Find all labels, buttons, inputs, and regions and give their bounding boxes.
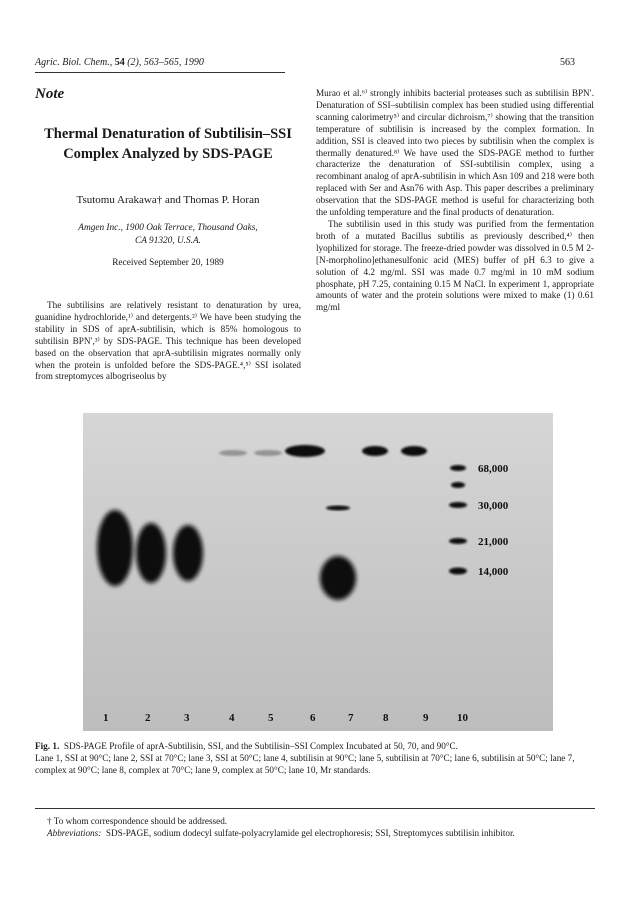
lane-number: 10	[457, 712, 468, 724]
abbreviations-label: Abbreviations:	[47, 828, 102, 838]
mw-label-14000: 14,000	[478, 566, 509, 578]
body-paragraph: The subtilisin used in this study was purified from the fermentation broth of a mutated Bacillus subtilis as previously described,⁴⁾ then lyophilized for storage. The freeze-dried powder was dissolved in 0.5 M 2-[N-morpholino]ethanesulfonic acid (MES) buffer of pH 6.3 to give a solution of 4.2 mg/ml. SSI was made 0.7 mg/ml in 10 mM sodium phosphate, pH 7.25, containing 0.15 M NaCl. In experiment 1, appropriate amounts of water and the protein solutions were mixed to make (1) 0.61 mg/ml	[316, 218, 594, 313]
header-rule	[35, 72, 285, 73]
standard-band-68000	[450, 465, 466, 471]
abbreviations-note	[35, 827, 595, 839]
body-paragraph: The subtilisins are relatively resistant to denaturation by urea, guanidine hydrochloride,¹⁾ and detergents.²⁾ We have been studying the stability in SDS of aprA-subtilisin, which is 85% homologous to subtilisin BPN′,³⁾ by SDS-PAGE. This technique has been developed based on the observation that aprA-subtilisin migrates normally only when the protein is unfolded before the SDS-PAGE.⁴,⁵⁾ SSI isolated from streptomyces albogriseolus by	[35, 300, 301, 382]
band-lane-7-main	[320, 556, 356, 600]
figure-caption	[35, 740, 595, 776]
band-lane-6-top	[285, 445, 325, 457]
article-title: Thermal Denaturation of Subtilisin–SSI Complex Analyzed by SDS-PAGE	[44, 126, 292, 162]
standard-band-14000	[449, 568, 467, 575]
journal-name: Agric. Biol. Chem.,	[35, 57, 113, 68]
band-lane-9-top	[401, 446, 427, 456]
standard-band-21000	[449, 538, 467, 544]
lane-number: 8	[383, 712, 389, 724]
lane-number: 5	[268, 712, 274, 724]
lane-number: 9	[423, 712, 429, 724]
caption-title: SDS-PAGE Profile of aprA-Subtilisin, SSI, and the Subtilisin–SSI Complex Incubated at 50, 70, and 90°C.	[63, 741, 458, 751]
running-header	[35, 57, 204, 68]
standard-band-30000	[449, 502, 467, 508]
faint-band-lane-4	[219, 450, 247, 456]
lane-number: 6	[310, 712, 316, 724]
standard-band	[451, 482, 465, 488]
footnote-rule	[35, 808, 595, 809]
footnotes	[35, 815, 595, 839]
left-column	[35, 300, 301, 383]
lane-number: 7	[348, 712, 354, 724]
abbreviations-text: SDS-PAGE, sodium dodecyl sulfate-polyacrylamide gel electrophoresis; SSI, Streptomyces subtilisin inhibitor.	[105, 828, 515, 838]
figure-label: Fig. 1.	[35, 741, 60, 751]
lane-number: 1	[103, 712, 109, 724]
mw-label-21000: 21,000	[478, 536, 509, 548]
author-list: Tsutomu Arakawa† and Thomas P. Horan	[76, 194, 260, 206]
band-lane-7-upper	[326, 506, 350, 511]
affiliation	[35, 222, 301, 248]
lane-number: 4	[229, 712, 235, 724]
received-date: Received September 20, 1989	[112, 258, 224, 268]
lane-number: 2	[145, 712, 151, 724]
affiliation-line-2: CA 91320, U.S.A.	[135, 236, 201, 246]
journal-issue-pages: (2), 563–565, 1990	[127, 57, 204, 68]
band-lane-2	[136, 523, 166, 583]
journal-volume: 54	[114, 57, 125, 68]
mw-label-30000: 30,000	[478, 500, 509, 512]
page-number: 563	[560, 57, 575, 68]
band-lane-8-top	[362, 446, 388, 456]
section-label: Note	[35, 86, 65, 102]
body-paragraph: Murao et al.⁶⁾ strongly inhibits bacterial proteases such as subtilisin BPN′. Denaturation of SSI–subtilisin complex has been studied using differential scanning calorimetry⁵⁾ and circular dichroism,⁷⁾ showing that the transition temperature of subtilisin is increased by the complex formation. In addition, SSI is cleaved into two pieces by subtilisin when the complex is thermally denatured.⁸⁾ We have used the SDS-PAGE method to further characterize the denaturation of SSI-subtilisin complex, using a recombinant analog of aprA-subtilisin in which Asn 109 and 218 were both replaced with Ser and Asn76 with Asp. This paper describes a preliminary observation that the SDS-PAGE method is useful for characterizing both the unfolding temperature and the final products of denaturation.	[316, 88, 594, 218]
band-lane-3	[173, 525, 203, 581]
gel-figure	[83, 413, 553, 731]
band-lane-1	[97, 510, 133, 586]
affiliation-line-1: Amgen Inc., 1900 Oak Terrace, Thousand Oaks,	[78, 223, 258, 233]
right-column	[316, 88, 594, 314]
faint-band-lane-5	[254, 450, 282, 456]
correspondence-note: † To whom correspondence should be addressed.	[47, 816, 228, 826]
lane-number: 3	[184, 712, 190, 724]
caption-title-line	[35, 740, 595, 752]
caption-legend: Lane 1, SSI at 90°C; lane 2, SSI at 70°C; lane 3, SSI at 50°C; lane 4, subtilisin at 90°C; lane 5, subtilisin at 70°C; lane 6, subtilisin at 50°C; lane 7, complex at 90°C; lane 8, complex at 70°C; lane 9, complex at 50°C; lane 10, Mr standards.	[35, 753, 575, 775]
mw-label-68000: 68,000	[478, 463, 509, 475]
